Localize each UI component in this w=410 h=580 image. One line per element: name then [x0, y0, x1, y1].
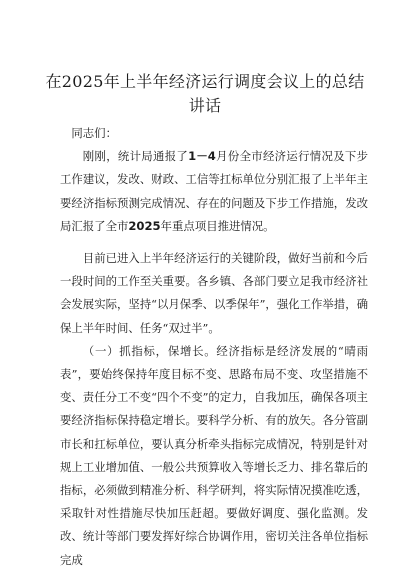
paragraph-report-summary — [60, 145, 368, 238]
salutation: 同志们： — [71, 126, 117, 140]
paragraph-report-summary-text-3: 年重点项目推进情况。 — [160, 218, 275, 233]
document-body — [60, 122, 368, 572]
document-title: 在2025年上半年经济运行调度会议上的总结讲话 — [45, 72, 365, 115]
paragraph-key-stage: 目前已进入上半年经济运行的关键阶段，做好当前和今后一段时间的工作至关重要。各乡镇、各部门要立足我市经济社会发展实际，坚持“以月保季、以季保年”，强化工作举措，确保上半年时间、任务“双过半”。 — [60, 251, 368, 335]
year-number: 2025 — [128, 218, 161, 233]
paragraph-report-summary-text-2: 月份全市经济运行情况及下步工作建议，发改、财政、工信等扛标单位分别汇报了上半年主要经济指标预测完成情况、存在的问题及下步工作措施，发改局汇报了全市 — [60, 149, 368, 233]
paragraph-report-summary-text-1: 刚刚，统计局通报了 — [82, 149, 189, 164]
month-range: 1－4 — [188, 149, 216, 164]
paragraph-indicators: （一）抓指标，保增长。经济指标是经济发展的“晴雨表”，要始终保持年度目标不变、思路布局不变、攻坚措施不变、责任分工不变“四个不变”的定力，自我加压，确保各项主要经济指标保持稳定增长。要科学分析、有的放矢。各分管副市长和扛标单位，要认真分析牵头指标完成情况，特别是针对规上工业增加值、一般公共预算收入等增长乏力、排名靠后的指标，必须做到精准分析、科学研判，将实际情况摸准吃透，采取针对性措施尽快加压赶超。要做好调度、强化监测。发改、统计等部门要发挥好综合协调作用，密切关注各单位指标完成 — [60, 343, 368, 567]
